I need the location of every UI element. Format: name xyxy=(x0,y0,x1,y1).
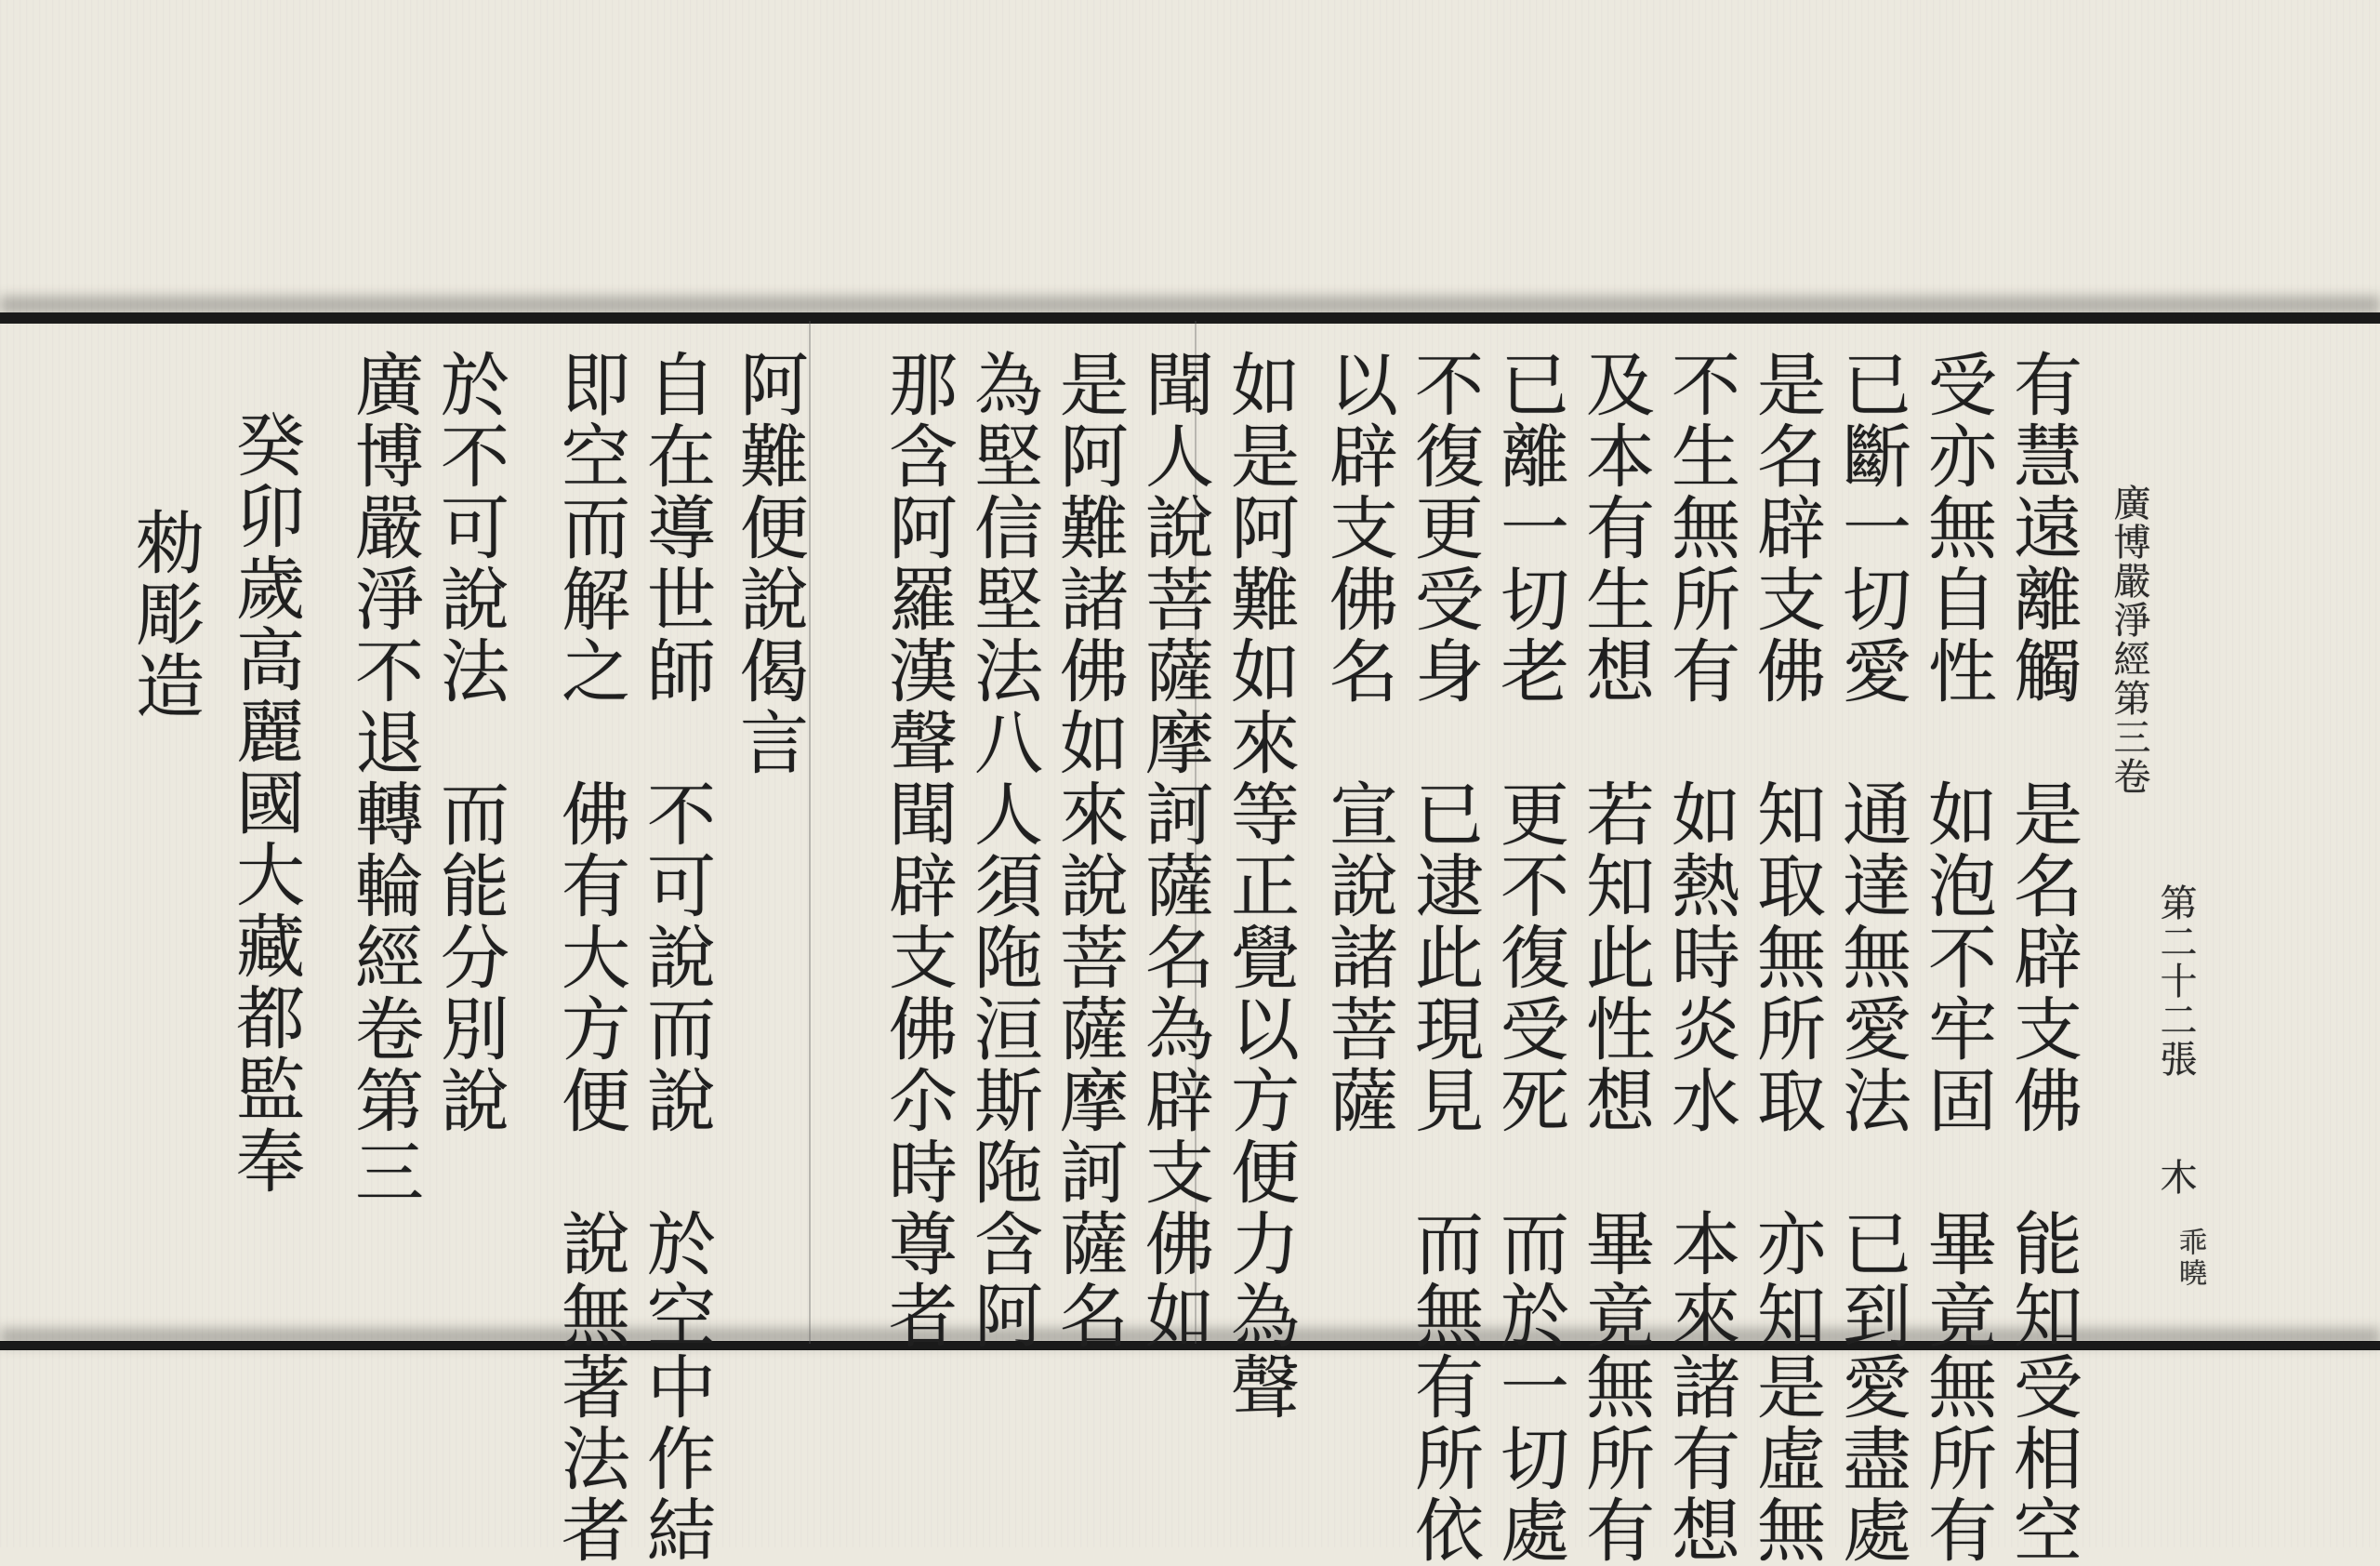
text-column: 自在導世師 不可說而說 於空中作結 xyxy=(636,349,716,1566)
text-column: 聞人說菩薩摩訶薩名為辟支佛如 xyxy=(1134,349,1214,1351)
page-mark: 木 xyxy=(2154,1158,2197,1197)
text-column: 於不可說法 而能分別說 xyxy=(430,349,509,1136)
text-column: 那含阿羅漢聲聞辟支佛尒時尊者 xyxy=(878,349,958,1351)
volume-end-title: 廣博嚴淨不退轉輪經卷第三 xyxy=(344,349,424,1208)
text-column: 阿難便說偈言 xyxy=(729,349,809,778)
text-column: 及本有生想 若知此性想 畢竟無所有 xyxy=(1575,349,1655,1566)
carver-mark: 乖曉 xyxy=(2174,1228,2206,1289)
text-column: 受亦無自性 如泡不牢固 畢竟無所有 xyxy=(1917,349,1997,1566)
top-border-line xyxy=(0,312,2380,324)
text-column: 為堅信堅法八人須陁洹斯陁含阿 xyxy=(963,349,1043,1351)
text-column: 即空而解之 佛有大方便 說無著法者 xyxy=(550,349,630,1566)
text-column: 以辟支佛名 宣說諸菩薩 xyxy=(1318,349,1398,1136)
text-column: 不生無所有 如熱時炎水 本來諸有想 xyxy=(1660,349,1740,1566)
text-column: 是阿難諸佛如來說菩薩摩訶薩名 xyxy=(1049,349,1129,1351)
text-column: 如是阿難如來等正覺以方便力為聲 xyxy=(1220,349,1300,1423)
colophon-line: 癸卯歲高麗國大藏都監奉 xyxy=(225,409,305,1197)
text-column: 不復更受身 已逮此現見 而無有所依 xyxy=(1404,349,1484,1566)
margin-title: 廣博嚴淨經第三卷 xyxy=(2108,484,2150,796)
text-column: 有慧遠離觸 是名辟支佛 能知受相空 xyxy=(2003,349,2082,1566)
colophon-line: 勑彫造 xyxy=(125,507,205,722)
text-column: 已斷一切愛 通達無愛法 已到愛盡處 xyxy=(1831,349,1911,1566)
page-number: 第二十二張 xyxy=(2154,883,2197,1079)
ink-smudge-top xyxy=(0,296,2380,314)
text-column: 已離一切老 更不復受死 而於一切處 xyxy=(1489,349,1569,1566)
text-column: 是名辟支佛 知取無所取 亦知是虛無 xyxy=(1746,349,1826,1566)
panel-fold-line xyxy=(809,321,811,1344)
